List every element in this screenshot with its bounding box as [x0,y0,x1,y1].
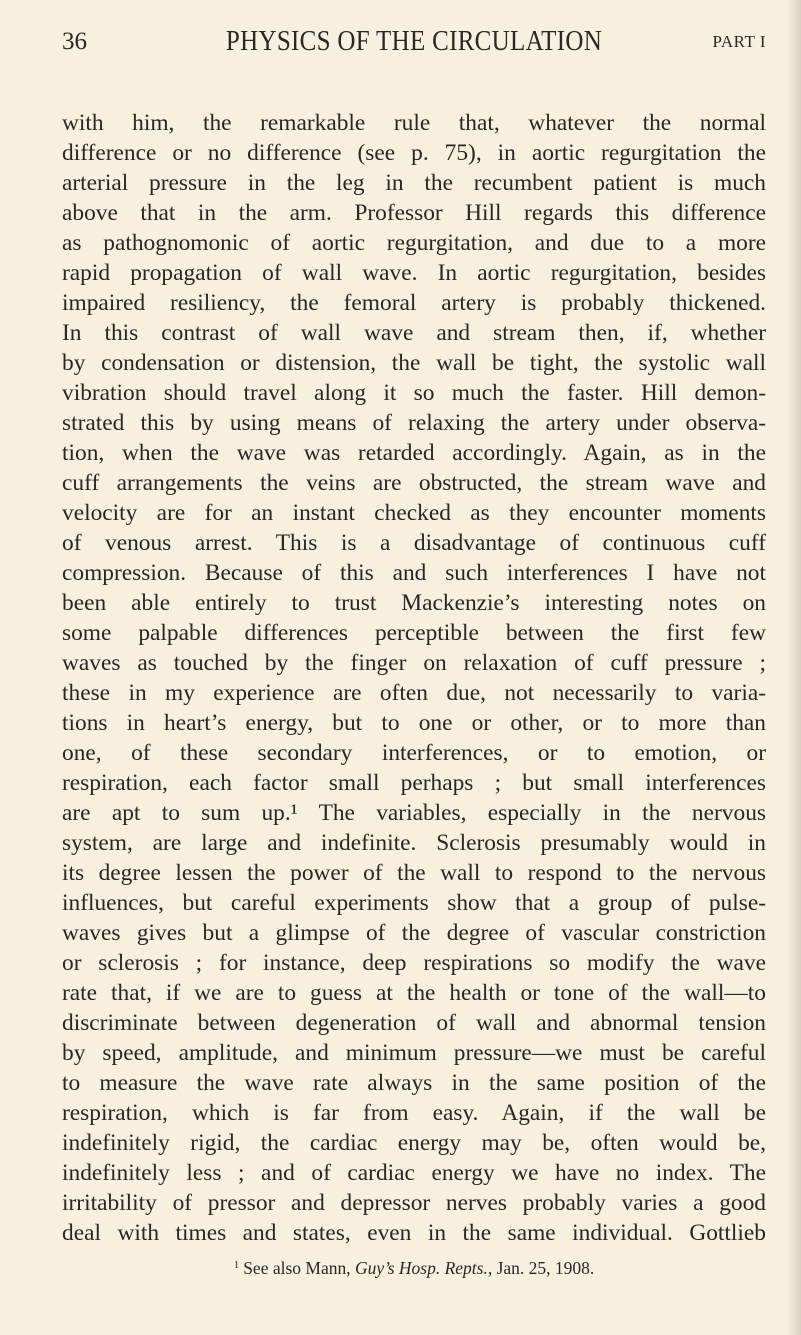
text-line: vibration should travel along it so much the faster. Hill demon- [62,380,766,406]
text-line: waves as touched by the finger on relaxation of cuff pressure ; [62,650,766,676]
text-line: rapid propagation of wall wave. In aortic regurgitation, besides [62,260,766,286]
text-line: impaired resiliency, the femoral artery is probably thickened. [62,290,766,316]
text-line: rate that, if we are to guess at the health or tone of the wall—to [62,980,766,1006]
text-line: compression. Because of this and such interferences I have not [62,560,766,586]
footnote-mark: 1 [233,1259,240,1271]
text-line: tion, when the wave was retarded accordingly. Again, as in the [62,440,766,466]
text-line: arterial pressure in the leg in the recumbent patient is much [62,170,766,196]
text-line: influences, but careful experiments show that a group of pulse- [62,890,766,916]
part-label: PART I [712,32,766,51]
footnote [62,1258,766,1279]
text-line: one, of these secondary interferences, or to emotion, or [62,740,766,766]
text-line: some palpable differences perceptible between the first few [62,620,766,646]
text-line: indefinitely rigid, the cardiac energy may be, often would be, [62,1130,766,1156]
text-line: are apt to sum up.¹ The variables, especially in the nervous [62,800,766,826]
text-line: with him, the remarkable rule that, whatever the normal [62,110,766,136]
text-line: respiration, each factor small perhaps ; but small interferences [62,770,766,796]
text-line: of venous arrest. This is a disadvantage of continuous cuff [62,530,766,556]
text-line: strated this by using means of relaxing the artery under observa- [62,410,766,436]
text-line: been able entirely to trust Mackenzie’s interesting notes on [62,590,766,616]
running-header [62,28,766,64]
page-number: 36 [62,28,87,55]
text-line: indefinitely less ; and of cardiac energy we have no index. The [62,1160,766,1186]
text-line: as pathognomonic of aortic regurgitation, and due to a more [62,230,766,256]
text-line: waves gives but a glimpse of the degree of vascular constriction [62,920,766,946]
text-line: In this contrast of wall wave and stream then, if, whether [62,320,766,346]
text-line: deal with times and states, even in the same individual. Gottlieb [62,1220,766,1246]
text-line: by condensation or distension, the wall be tight, the systolic wall [62,350,766,376]
text-line: cuff arrangements the veins are obstructed, the stream wave and [62,470,766,496]
text-line: above that in the arm. Professor Hill regards this difference [62,200,766,226]
body-text [62,108,766,1248]
text-line: discriminate between degeneration of wall and abnormal tension [62,1010,766,1036]
text-line: or sclerosis ; for instance, deep respirations so modify the wave [62,950,766,976]
footnote-citation: Guy’s Hosp. Repts. [354,1258,488,1278]
footnote-text: See also Mann, [243,1258,355,1278]
text-line: by speed, amplitude, and minimum pressure—we must be careful [62,1040,766,1066]
footnote-date: , Jan. 25, 1908. [487,1258,595,1278]
text-line: irritability of pressor and depressor nerves probably varies a good [62,1190,766,1216]
text-line: difference or no difference (see p. 75), in aortic regurgitation the [62,140,766,166]
page-edge-shadow [789,0,801,1335]
running-title: PHYSICS OF THE CIRCULATION [225,26,603,57]
text-line: velocity are for an instant checked as they encounter moments [62,500,766,526]
text-line: tions in heart’s energy, but to one or other, or to more than [62,710,766,736]
text-line: its degree lessen the power of the wall to respond to the nervous [62,860,766,886]
text-line: respiration, which is far from easy. Again, if the wall be [62,1100,766,1126]
text-line: system, are large and indefinite. Sclerosis presumably would in [62,830,766,856]
text-line: these in my experience are often due, not necessarily to varia- [62,680,766,706]
text-line: to measure the wave rate always in the same position of the [62,1070,766,1096]
